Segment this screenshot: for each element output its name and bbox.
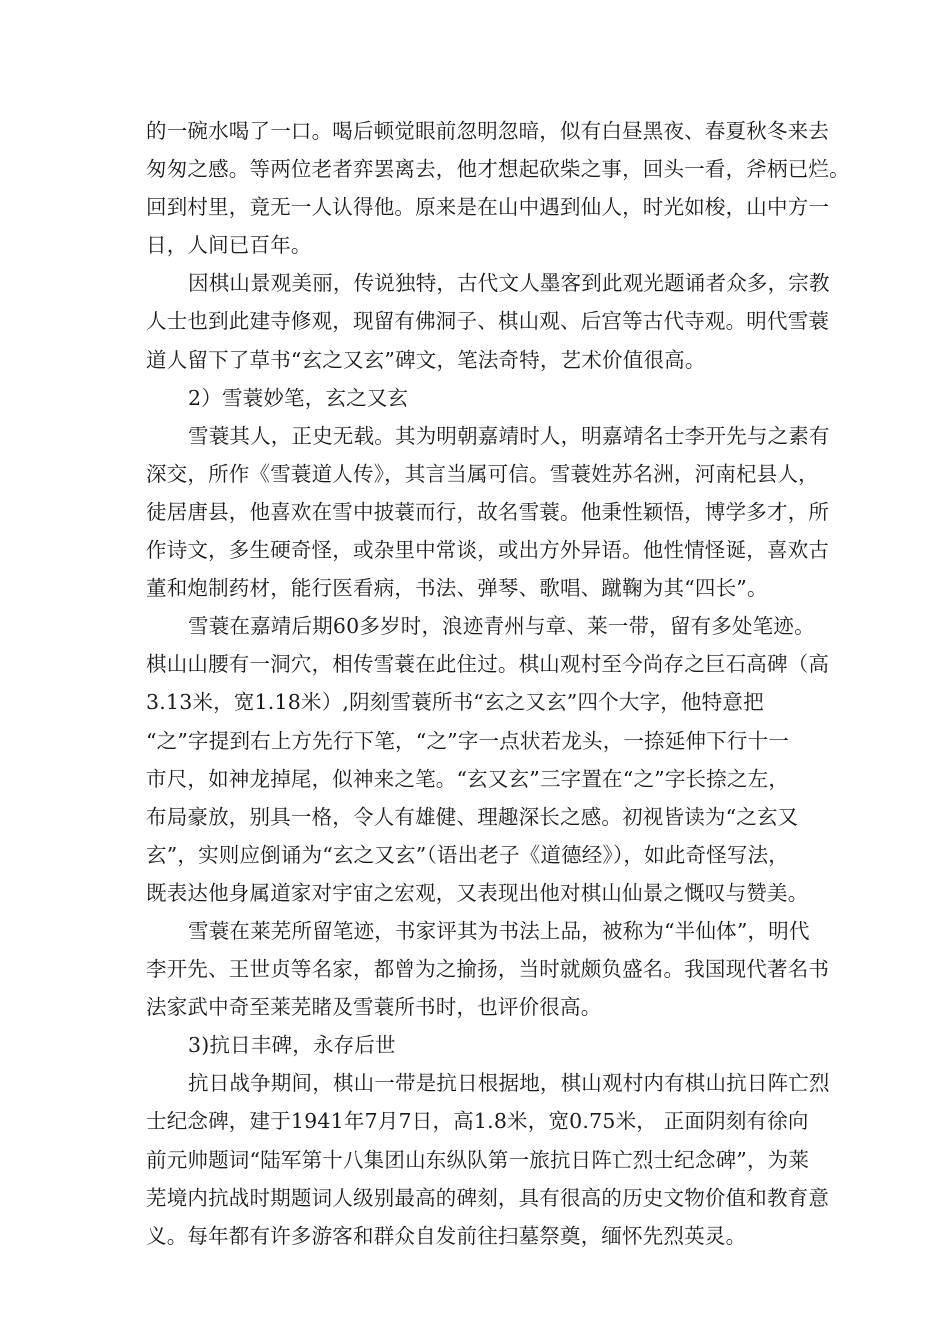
text-line: 抗日战争期间，棋山一带是抗日根据地，棋山观村内有棋山抗日阵亡烈 <box>188 1071 830 1096</box>
text-line: 2）雪蓑妙笔，玄之又玄 <box>188 385 409 410</box>
text-line: 深交，所作《雪蓑道人传》，其言当属可信。雪蓑姓苏名洲，河南杞县人， <box>146 461 819 486</box>
section-heading <box>146 1026 811 1064</box>
text-line: 作诗文，多生硬奇怪，或杂里中常谈，或出方外异语。他性情怪诞，喜欢古 <box>146 538 830 563</box>
text-line: 的一碗水喝了一口。喝后顿觉眼前忽明忽暗，似有白昼黑夜、春夏秋冬来去 <box>146 119 830 143</box>
text-line: 棋山山腰有一洞穴，相传雪蓑在此住过。棋山观村至今尚存之巨石高碑（高 <box>146 652 830 677</box>
text-line: 因棋山景观美丽，传说独特，古代文人墨客到此观光题诵者众多，宗教 <box>188 271 830 296</box>
text-line: 义。每年都有许多游客和群众自发前往扫墓祭奠，缅怀先烈英灵。 <box>146 1223 747 1248</box>
text-line: 回到村里，竟无一人认得他。原来是在山中遇到仙人，时光如梭，山中方一 <box>146 195 830 220</box>
text-line: 3)抗日丰碑，永存后世 <box>188 1033 396 1058</box>
body-paragraph <box>146 264 830 378</box>
text-line: 既表达他身属道家对宇宙之宏观，又表现出他对棋山仙景之慨叹与赞美。 <box>146 880 809 905</box>
text-line: 李开先、王世贞等名家，都曾为之揄扬，当时就颇负盛名。我国现代著名书 <box>146 957 830 982</box>
text-line: 匆匆之感。等两位老者弈罢离去，他才想起砍柴之事，回头一看，斧柄已烂。 <box>146 157 850 182</box>
text-line: 前元帅题词“陆军第十八集团山东纵队第一旅抗日阵亡烈士纪念碑”，为莱 <box>146 1147 810 1172</box>
text-line: 道人留下了草书“玄之又玄”碑文，笔法奇特，艺术价值很高。 <box>146 347 706 372</box>
text-line: 日，人间已百年。 <box>146 233 312 258</box>
body-paragraph <box>146 1064 830 1254</box>
text-line: 芜境内抗战时期题词人级别最高的碑刻，具有很高的历史文物价值和教育意 <box>146 1185 830 1210</box>
text-line: 玄”，实则应倒诵为“玄之又玄”（语出老子《道德经》），如此奇怪写法， <box>146 842 789 867</box>
section-heading <box>146 379 811 417</box>
body-paragraph <box>146 417 830 607</box>
document-page <box>146 112 850 1255</box>
text-line: 雪蓑其人，正史无载。其为明朝嘉靖时人，明嘉靖名士李开先与之素有 <box>188 423 830 448</box>
text-line: 董和炮制药材，能行医看病，书法、弹琴、歌唱、蹴鞠为其“四长”。 <box>146 576 768 601</box>
text-line: 布局豪放，别具一格，令人有雄健、理趣深长之感。初视皆读为“之玄又 <box>146 804 799 829</box>
text-line: 雪蓑在嘉靖后期60多岁时，浪迹青州与章、莱一带，留有多处笔迹。 <box>188 614 815 639</box>
body-paragraph <box>146 112 850 264</box>
text-line: 徒居唐县，他喜欢在雪中披蓑而行，故名雪蓑。他秉性颖悟，博学多才，所 <box>146 499 830 524</box>
text-line: 人士也到此建寺修观，现留有佛洞子、棋山观、后宫等古代寺观。明代雪蓑 <box>146 309 830 334</box>
text-line: 士纪念碑，建于1941年7月7日，高1.8米，宽0.75米， 正面阴刻有徐向 <box>146 1109 809 1134</box>
body-paragraph <box>146 912 830 1026</box>
body-paragraph <box>146 607 830 912</box>
text-line: 雪蓑在莱芜所留笔迹，书家评其为书法上品，被称为“半仙体”，明代 <box>188 918 810 943</box>
text-line: 3.13米，宽1.18米）,阴刻雪蓑所书“玄之又玄”四个大字，他特意把 <box>146 690 764 715</box>
text-line: 法家武中奇至莱芜睹及雪蓑所书时，也评价很高。 <box>146 995 602 1020</box>
text-line: “之”字提到右上方先行下笔，“之”字一点状若龙头，一捺延伸下行十一 <box>146 728 790 753</box>
text-line: 市尺，如神龙掉尾，似神来之笔。“玄又玄”三字置在“之”字长捺之左， <box>146 766 790 791</box>
